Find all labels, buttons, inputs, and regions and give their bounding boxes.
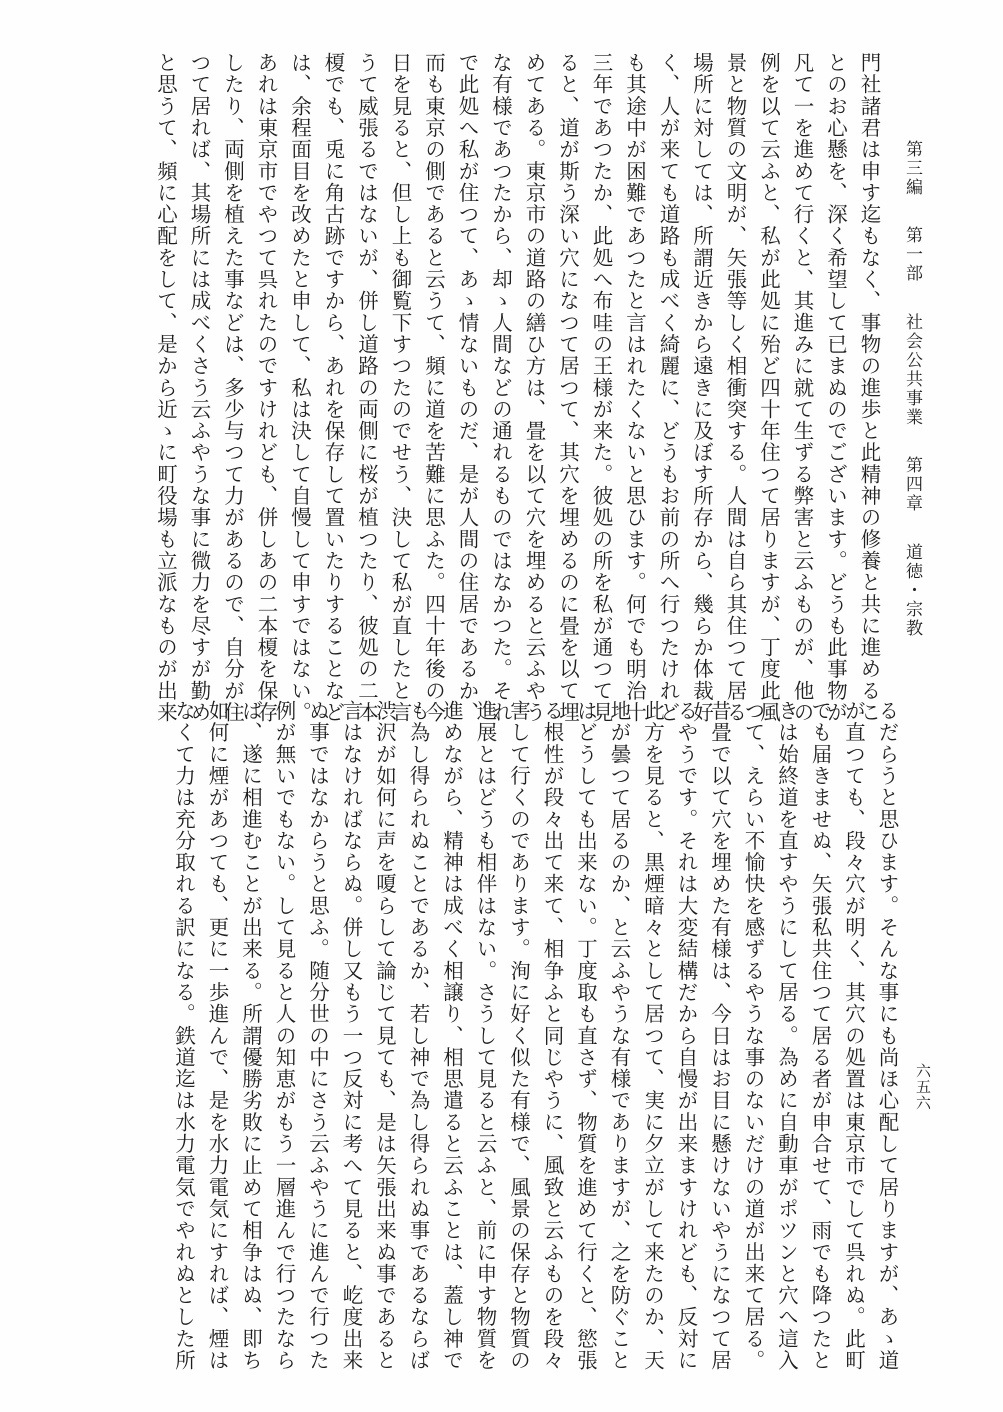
text-column: でも届きませぬ、矢張私共住つて居る者が申合せて、雨でも降つたと — [808, 700, 832, 1372]
running-head-topic: 道徳・宗教 — [902, 542, 922, 638]
text-column: したり、両側を植えた事などは、多少与つて力があるので、自分が住 — [220, 52, 245, 724]
text-column: 凡て一を進めて行くと、其進みに就て生ずる弊害と云ふものが、他の — [790, 52, 814, 724]
text-column: 進めながら、精神は成べく相譲り、相思遣ると云ふことは、蓋し神で — [439, 700, 464, 1372]
text-column: ると、道が斯う深い穴になつて居つて、其穴を埋めるのに畳を以て埋 — [555, 52, 580, 724]
text-column: な有様であつたから、却ゝ人間などの通れるものではなかつた。それ — [488, 52, 513, 724]
text-column: うて威張るではないが、併し道路の両側に桜が植つたり、彼処の二本 — [354, 52, 379, 724]
text-column: が直つても、段々穴が明く、其穴の処置は東京市でして呉れぬ。此町 — [841, 700, 866, 1372]
text-column: 地が曇つて居るのか、と云ふやうな有様でありますが、之を防ぐこと — [607, 700, 631, 1372]
lower-text-block — [166, 700, 903, 1372]
page-number: 六五六 — [914, 1063, 932, 1111]
text-column: るやうです。それは大変結構だから自慢が出来ますけれども、反対に — [674, 700, 698, 1372]
running-head-part: 第三編 — [902, 140, 922, 197]
text-column: る根性が段々出て来て、相争ふと同じやうに、風致と云ふものを段々 — [540, 700, 564, 1372]
upper-text-block — [148, 52, 885, 724]
text-column: とのお心懸を、深く希望して已まぬのでございます。どうも此事物が — [823, 52, 848, 724]
text-column: 而も東京の側であると云うて、頻に道を苦難に思ふた。四十年後の今 — [421, 52, 446, 724]
text-column: と思うて、頻に心配をして、是から近ゝに町役場も立派なものが出来 — [153, 52, 178, 724]
text-column: 昔畳で以て穴を埋めた有様は、今日はお目に懸けないやうになつて居 — [707, 700, 732, 1372]
running-head-chapter: 第四章 — [902, 456, 922, 514]
text-column: 此方を見ると、黒煙暗々として居つて、実に夕立がして来たのか、天 — [640, 700, 665, 1372]
text-column: きは始終道を直すやうにして居る。為めに自動車がポツンと穴へ這入 — [774, 700, 799, 1372]
text-column: 渋沢が如何に声を嗄らして論じて見ても、是は矢張出来ぬ事であると — [372, 700, 397, 1372]
text-column: 三年であつたか、此処へ布哇の王様が来た。彼処の所を私が通つて見 — [589, 52, 613, 724]
text-column: ぬ事ではなからうと思ふ。随分世の中にさう云ふやうに進んで行つた — [305, 700, 330, 1372]
text-column: めてある。東京市の道路の繕ひ方は、畳を以て穴を埋めると云ふやう — [522, 52, 546, 724]
running-head — [903, 140, 920, 660]
text-column: るだらうと思ひます。そんな事にも尚ほ心配して居りますが、あゝ道 — [875, 700, 899, 1372]
text-column: あれは東京市でやつて呉れたのですけれども、併しあの二本榎を保存 — [254, 52, 278, 724]
text-column: で此処へ私が住つて、あゝ情ないものだ、是が人間の住居であるか、 — [455, 52, 479, 724]
text-column: ば、遂に相進むことが出来る。所謂優勝劣敗に止めて相争はぬ、即ち — [238, 700, 263, 1372]
text-column: 門社諸君は申す迄もなく、事物の進歩と此精神の修養と共に進めるこ — [857, 52, 881, 724]
running-head-section: 第一部 — [902, 226, 922, 284]
running-head-subject: 社会公共事業 — [902, 312, 922, 427]
text-column: つて、えらい不愉快を感ずるやうな事のないだけの道が出来て居る。 — [741, 700, 765, 1372]
text-column: 害して行くのであります。洵に好く似た有様で、風景の保存と物質の — [506, 700, 531, 1372]
text-column: はどうしても出来ない。丁度取も直さず、物質を進めて行くと、慾張 — [573, 700, 598, 1372]
text-column: 進展とはどうも相伴はない。さうして見ると云ふと、前に申す物質を — [473, 700, 497, 1372]
text-column: 日を見ると、但し上も御覧下すつたのでせう、決して私が直したと言 — [388, 52, 412, 724]
text-column: も為し得られぬことであるか、若し神で為し得られぬ事であるならば — [406, 700, 430, 1372]
text-column: なくて力は充分取れる訳になる。鉄道迄は水力電気でやれぬとした所 — [171, 700, 196, 1372]
text-column: も其途中が困難であつたと言はれたくないと思ひます。何でも明治十 — [622, 52, 647, 724]
text-column: 景と物質の文明が、矢張等しく相衝突する。人間は自ら其住つて居る — [723, 52, 747, 724]
text-column: 言はなければならぬ。併し又もう一つ反対に考へて見ると、屹度出来 — [339, 700, 363, 1372]
text-column: く、人が来ても道路も成べく綺麗に、どうもお前の所へ行つたけれど — [656, 52, 680, 724]
text-column: 如何に煙があつても、更に一歩進んで、是を水力電気にすれば、煙は — [205, 700, 229, 1372]
text-column: 榎でも、兎に角古跡ですから、あれを保存して置いたりすることなど — [321, 52, 345, 724]
text-column: は、余程面目を改めたと申して、私は決して自慢して申すではない。 — [287, 52, 312, 724]
text-column: 場所に対しては、所謂近きから遠きに及ぼす所存から、幾らか体裁好 — [689, 52, 714, 724]
text-column: 例が無いでもない。して見ると人の知恵がもう一層進んで行つたなら — [272, 700, 296, 1372]
text-column: つて居れば、其場所には成べくさう云ふやうな事に微力を尽すが勤め — [187, 52, 211, 724]
text-column: 例を以て云ふと、私が此処に殆ど四十年住つて居りますが、丁度此風 — [756, 52, 781, 724]
